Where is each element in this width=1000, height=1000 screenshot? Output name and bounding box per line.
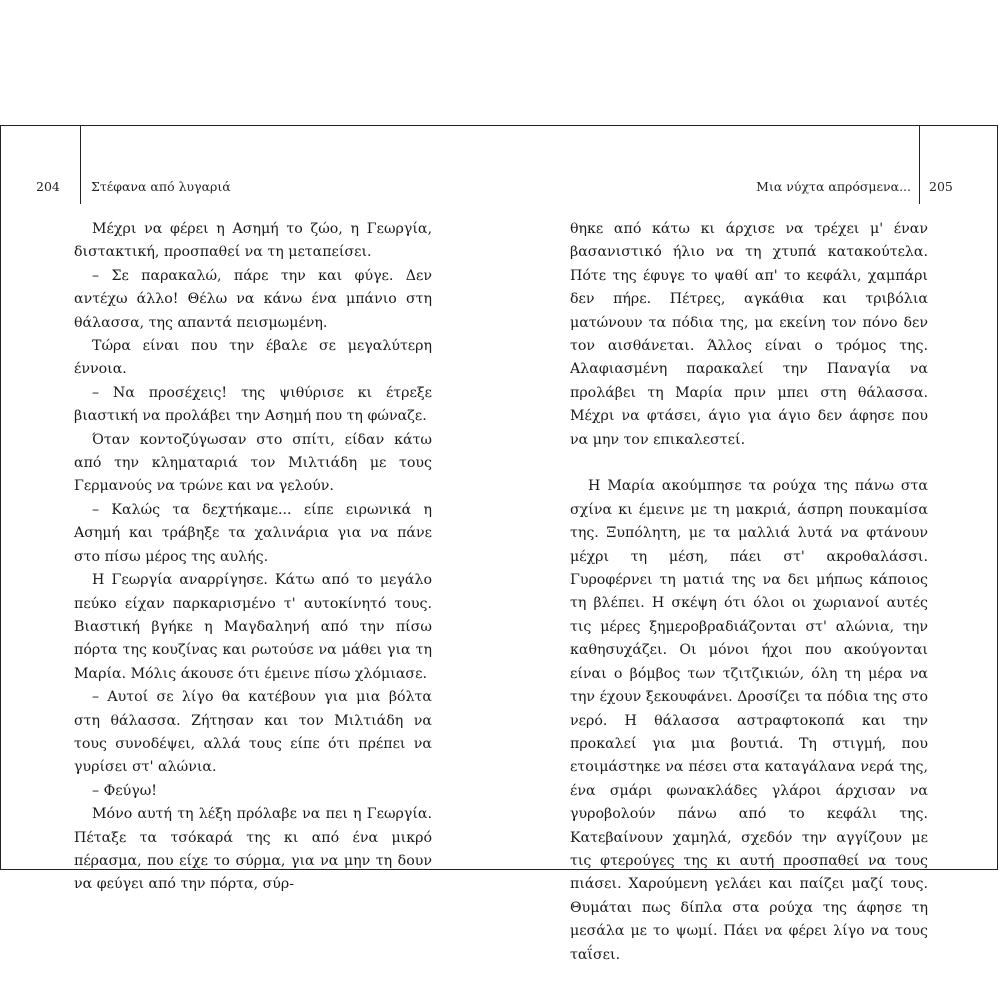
paragraph: – Να προσέχεις! της ψιθύρισε κι έτρεξε βιαστική να προλάβει την Ασημή που τη φώναζε. — [74, 384, 432, 425]
right-page-number: 205 — [929, 179, 953, 194]
paragraph: Τώρα είναι που την έβαλε σε μεγαλύτερη έννοια. — [74, 338, 432, 378]
left-page-text — [74, 218, 432, 897]
book-spread — [0, 125, 998, 963]
right-running-header: Μια νύχτα απρόσμενα... — [756, 179, 911, 194]
paragraph: Μόνο αυτή τη λέξη πρόλαβε να πει η Γεωργία. Πέταξε τα τσόκαρά της κι από ένα μικρό πέρασμα, που είχε το σύρμα, για να μην τη δουν να φεύγει από την πόρτα, σύρ- — [74, 806, 432, 893]
left-header-rule — [80, 126, 81, 204]
left-page-number: 204 — [36, 179, 60, 194]
paragraph: Όταν κοντοζύγωσαν στο σπίτι, είδαν κάτω από την κληματαριά τον Μιλτιάδη με τους Γερμανούς να τρώνε και να γελούν. — [74, 431, 432, 495]
right-page-text — [570, 218, 928, 967]
paragraph: θηκε από κάτω κι άρχισε να τρέχει μ' έναν βασανιστικό ήλιο να τη χτυπά κατακούτελα. Πότε της έφυγε το ψαθί απ' το κεφάλι, χαμπάρι δεν πήρε. Πέτρες, αγκάθια και τριβόλια ματώνουν τα πόδια της, μα εκείνη τον πόνο δεν τον αισθάνεται. Άλλος είναι ο τρόμος της. Αλαφιασμένη παρακαλεί την Παναγία να προλάβει τη Μαρία πριν μπει στη θάλασσα. Μέχρι να φτάσει, άγιο για άγιο δεν άφησε που να μην τον επικαλεστεί. — [570, 221, 928, 448]
paragraph: Η Γεωργία αναρρίγησε. Κάτω από το μεγάλο πεύκο είχαν παρκαρισμένο τ' αυτοκίνητό τους. Βιαστική βγήκε η Μαγδαληνή από την πίσω πόρτα της κουζίνας και ρωτούσε να μάθει για τη Μαρία. Μόλις άκουσε ότι έμεινε πίσω χλόμιασε. — [74, 572, 432, 682]
paragraph: – Αυτοί σε λίγο θα κατέβουν για μια βόλτα στη θάλασσα. Ζήτησαν και τον Μιλτιάδη να τους συνοδέψει, αλλά τους είπε ότι πρέπει να γυρίσει στ' αλώνια. — [74, 689, 432, 776]
paragraph: – Φεύγω! — [92, 782, 157, 799]
paragraph: Μέχρι να φέρει η Ασημή το ζώο, η Γεωργία, διστακτική, προσπαθεί να τη μεταπείσει. — [74, 221, 432, 261]
paragraph: – Καλώς τα δεχτήκαμε... είπε ειρωνικά η Ασημή και τράβηξε τα χαλινάρια για να πάνε στο πίσω μέρος της αυλής. — [74, 501, 432, 565]
right-header-rule — [919, 126, 920, 204]
paragraph: – Σε παρακαλώ, πάρε την και φύγε. Δεν αντέχω άλλο! Θέλω να κάνω ένα μπάνιο στη θάλασσα, της απαντά πεισμωμένη. — [74, 267, 432, 331]
left-running-header: Στέφανα από λυγαριά — [91, 179, 231, 194]
paragraph: Η Μαρία ακούμπησε τα ρούχα της πάνω στα σχίνα κι έμεινε με τη μακριά, άσπρη πουκαμίσα της. Ξυπόλητη, με τα μαλλιά λυτά να φτάνουν μέχρι τη μέση, πάει στ' ακροθαλάσσι. Γυροφέρνει τη ματιά της να δει μήπως κάποιος τη βλέπει. Η σκέψη ότι όλοι οι χωριανοί αυτές τις μέρες ξημεροβραδιάζονται στ' αλώνια, την καθησυχάζει. Οι μόνοι ήχοι που ακούγονται είναι ο βόμβος των τζιτζικιών, όλη τη μέρα να την έχουν ξεκουφάνει. Δροσίζει τα πόδια της στο νερό. Η θάλασσα αστραφτοκοπά και την προκαλεί για μια βουτιά. Τη στιγμή, που ετοιμάστηκε να πέσει στα καταγάλανα νερά της, ένα σμάρι φωνακλάδες γλάροι άρχισαν να γυροβολούν πάνω από το κεφάλι της. Κατεβαίνουν χαμηλά, σχεδόν την αγγίζουν με τις φτερούγες της κι αυτή προσπαθεί να τους πιάσει. Χαρούμενη γελάει και παίζει μαζί τους. Θυμάται πως δίπλα στα ρούχα της άφησε τη μεσάλα με το ψωμί. Πάει να φέρει λίγο να τους ταΐσει. — [570, 478, 928, 963]
